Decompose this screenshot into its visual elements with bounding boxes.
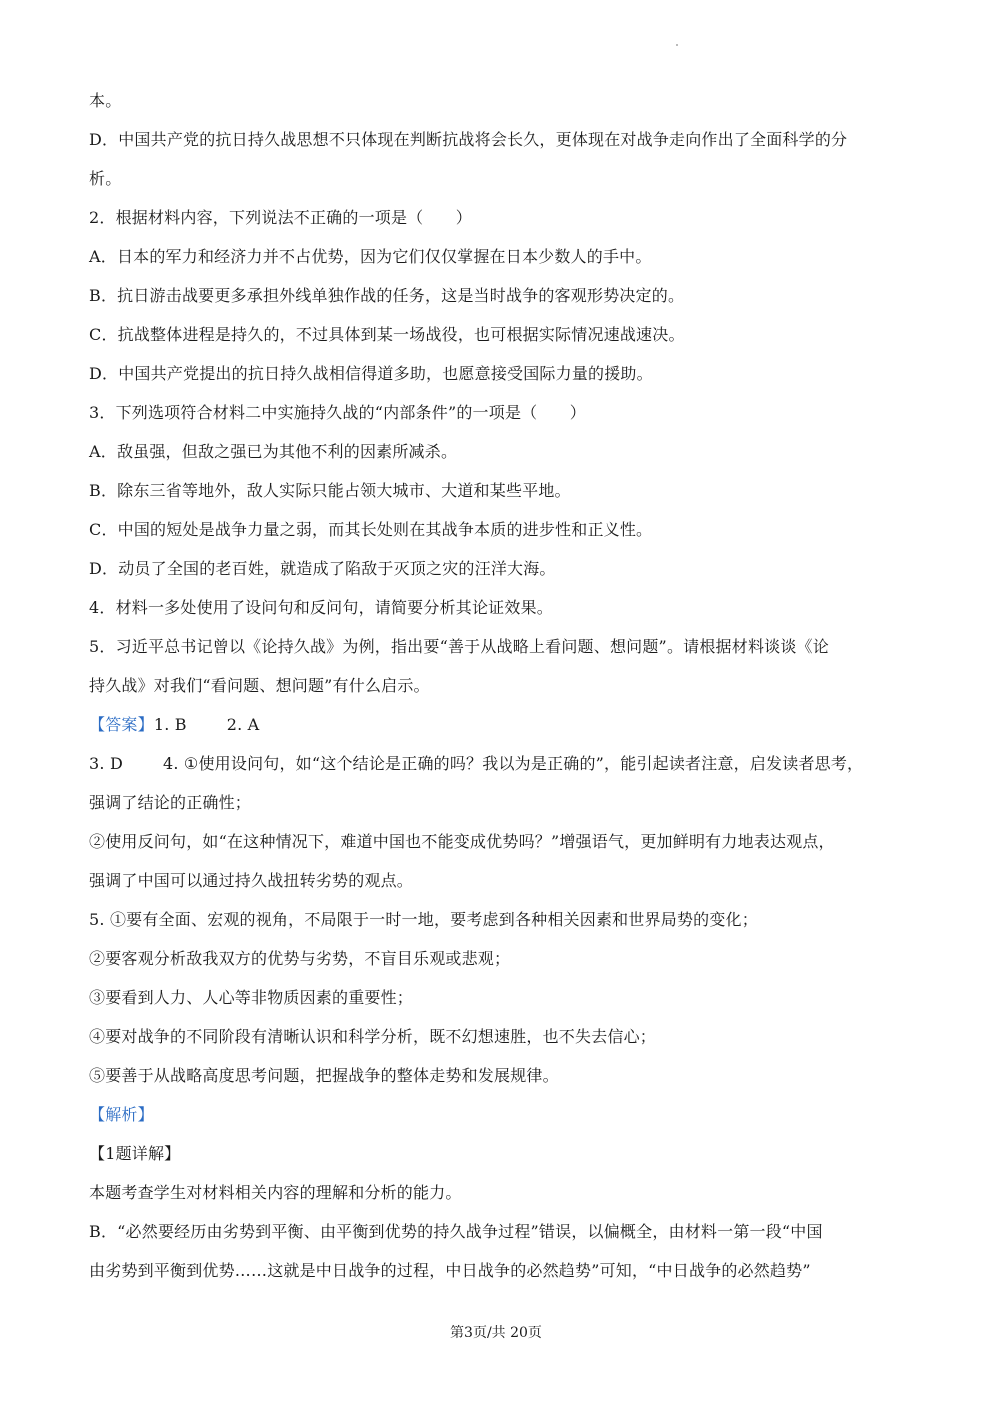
text-line: 析。	[89, 169, 122, 188]
question-2: 2．根据材料内容，下列说法不正确的一项是（ ）	[89, 208, 472, 227]
answer-tag: 【答案】	[89, 715, 154, 734]
q2-option-d: D．中国共产党提出的抗日持久战相信得道多助，也愿意接受国际力量的援助。	[89, 364, 653, 383]
q3-option-c: C．中国的短处是战争力量之弱，而其长处则在其战争本质的进步性和正义性。	[89, 520, 653, 539]
answer-line	[89, 744, 904, 783]
question-5-cont: 持久战》对我们“看问题、想问题”有什么启示。	[89, 676, 430, 695]
q3-option-d: D．动员了全国的老百姓，就造成了陷敌于灭顶之灾的汪洋大海。	[89, 559, 556, 578]
q2-option-a: A．日本的军力和经济力并不占优势，因为它们仅仅掌握在日本少数人的手中。	[89, 247, 652, 266]
answer-text-line: ④要对战争的不同阶段有清晰认识和科学分析，既不幻想速胜，也不失去信心；	[89, 1027, 657, 1046]
answer-1: 1. B	[153, 715, 187, 734]
question-4: 4．材料一多处使用了设问句和反问句，请简要分析其论证效果。	[89, 598, 553, 617]
text-line: 本。	[89, 91, 122, 110]
answer-text-line: ③要看到人力、人心等非物质因素的重要性；	[89, 988, 414, 1007]
answer-line	[89, 705, 904, 744]
answer-4-text: 4. ①使用设问句，如“这个结论是正确的吗？我以为是正确的”，能引起读者注意，启发读者思考，	[162, 754, 864, 773]
answer-text-line: 5. ①要有全面、宏观的视角，不局限于一时一地，要考虑到各种相关因素和世界局势的变化；	[89, 910, 758, 929]
answer-text-line: 强调了结论的正确性；	[89, 793, 252, 812]
detail-line: 由劣势到平衡到优势……这就是中日战争的过程，中日战争的必然趋势”可知，“中日战争的必然趋势”	[89, 1261, 811, 1280]
detail-line: 本题考查学生对材料相关内容的理解和分析的能力。	[89, 1183, 462, 1202]
answer-3: 3. D	[89, 754, 123, 773]
detail-title: 【1题详解】	[89, 1144, 181, 1163]
analysis-heading	[89, 1095, 904, 1134]
question-3: 3．下列选项符合材料二中实施持久战的“内部条件”的一项是（ ）	[89, 403, 586, 422]
q3-option-b: B．除东三省等地外，敌人实际只能占领大城市、大道和某些平地。	[89, 481, 571, 500]
answer-text-line: 强调了中国可以通过持久战扭转劣势的观点。	[89, 871, 414, 890]
answer-text-line: ②要客观分析敌我双方的优势与劣势，不盲目乐观或悲观；	[89, 949, 511, 968]
answer-text-line: ⑤要善于从战略高度思考问题，把握战争的整体走势和发展规律。	[89, 1066, 559, 1085]
detail-line: B．“必然要经历由劣势到平衡、由平衡到优势的持久战争过程”错误，以偏概全，由材料一第一段“中国	[89, 1222, 823, 1241]
document-body	[89, 81, 904, 1290]
q2-option-c: C．抗战整体进程是持久的，不过具体到某一场战役，也可根据实际情况速战速决。	[89, 325, 685, 344]
answer-2: 2. A	[226, 715, 260, 734]
option-d-line: D．中国共产党的抗日持久战思想不只体现在判断抗战将会长久，更体现在对战争走向作出了全面科学的分	[89, 130, 848, 149]
q3-option-a: A．敌虽强，但敌之强已为其他不利的因素所减杀。	[89, 442, 458, 461]
q2-option-b: B．抗日游击战要更多承担外线单独作战的任务，这是当时战争的客观形势决定的。	[89, 286, 685, 305]
analysis-tag: 【解析】	[89, 1105, 154, 1124]
answer-text-line: ②使用反问句，如“在这种情况下，难道中国也不能变成优势吗？”增强语气，更加鲜明有力地表达观点，	[89, 832, 835, 851]
scan-speck	[676, 44, 678, 46]
page-number: 第3页/共 20页	[450, 1325, 542, 1341]
question-5: 5．习近平总书记曾以《论持久战》为例，指出要“善于从战略上看问题、想问题”。请根据材料谈谈《论	[89, 637, 829, 656]
